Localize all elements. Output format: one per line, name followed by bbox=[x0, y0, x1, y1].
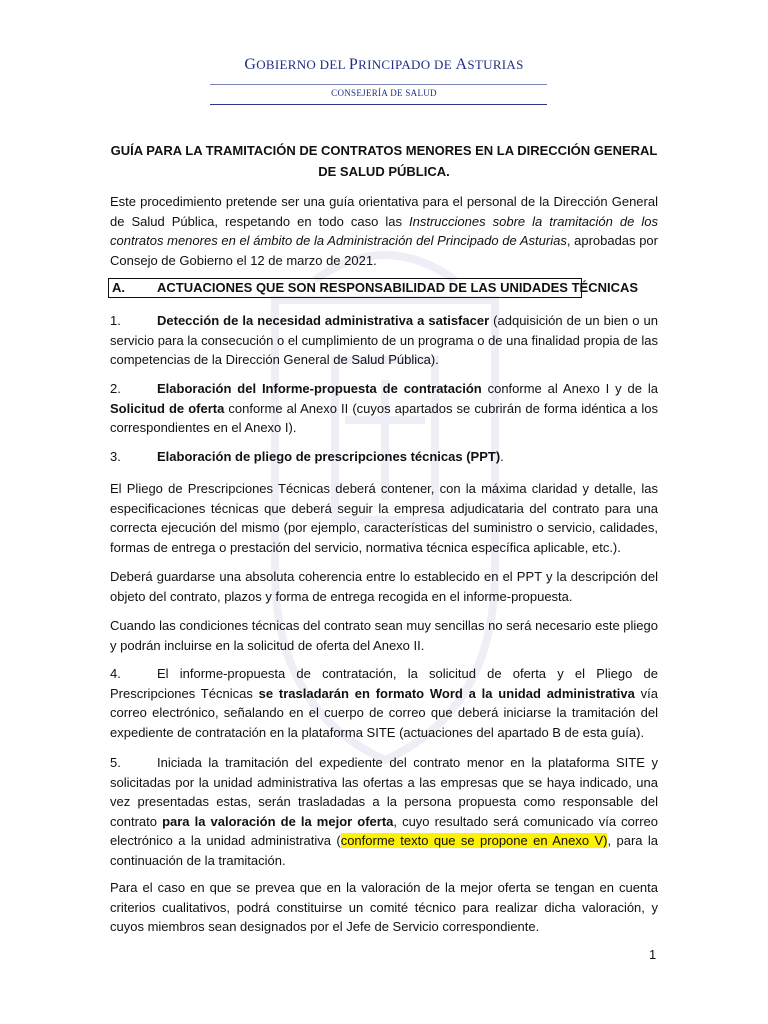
intro-text-1: Este procedimiento pretende ser una guía orientativa para el personal de la Dirección General de Salud Pública, respetando en todo caso las bbox=[110, 194, 658, 229]
item-5-number: 5. bbox=[110, 755, 121, 770]
intro-text-2: , aprobadas por Consejo de Gobierno el 12 de marzo de 2021. bbox=[110, 233, 658, 268]
header-divider-top bbox=[210, 84, 547, 85]
item-5-highlight: conforme texto que se propone en Anexo V) bbox=[340, 833, 608, 849]
item-2 bbox=[110, 379, 658, 438]
item-2-bold-1: Elaboración del Informe-propuesta de contratación bbox=[157, 381, 482, 396]
item-2-number: 2. bbox=[110, 381, 121, 396]
item-3-bold: Elaboración de pliego de prescripciones técnicas (PPT) bbox=[157, 449, 501, 464]
ppt-paragraph-2: Deberá guardarse una absoluta coherencia entre lo establecido en el PPT y la descripción del objeto del contrato, plazos y forma de entrega recogida en el informe-propuesta. bbox=[110, 569, 658, 604]
item-3-number: 3. bbox=[110, 449, 121, 464]
item-2-text-1: conforme al Anexo I y de la bbox=[481, 381, 658, 396]
item-1-bold: Detección de la necesidad administrativa a satisfacer bbox=[157, 313, 490, 328]
item-3 bbox=[110, 447, 658, 467]
intro-instructions-italic: Instrucciones sobre la tramitación de los contratos menores en el ámbito de la Administración del Principado de Asturias bbox=[110, 213, 658, 249]
item-2-text-2: conforme al Anexo II (cuyos apartados se cubrirán de forma idéntica a los correspondientes en el Anexo I). bbox=[110, 400, 658, 436]
item-4-number: 4. bbox=[110, 666, 121, 681]
header-department: CONSEJERÍA DE SALUD bbox=[331, 88, 437, 98]
item-1-text: (adquisición de un bien o un servicio para la consecución o el cumplimiento de un programa o de una finalidad propia de las competencias de la Dirección General de Salud Pública). bbox=[110, 313, 658, 368]
section-a-heading bbox=[108, 278, 639, 298]
item-4-text-1: El informe-propuesta de contratación, la solicitud de oferta y el Pliego de Prescripciones Técnicas bbox=[110, 666, 658, 701]
item-1-number: 1. bbox=[110, 313, 121, 328]
final-paragraph: Para el caso en que se prevea que en la valoración de la mejor oferta se tengan en cuenta criterios cualitativos, podrá constituirse un comité técnico para realizar dicha valoración, y cuyos miembros sean designados por el Jefe de Servicio correspondiente. bbox=[110, 880, 658, 935]
item-2-bold-2: Solicitud de oferta bbox=[110, 400, 225, 416]
item-3-text: . bbox=[500, 449, 504, 464]
item-4-bold: se trasladarán en formato Word a la unidad administrativa bbox=[258, 685, 635, 701]
item-4-text-2: vía correo electrónico, señalando en el cuerpo de correo que deberá iniciarse la tramitación del expediente de contratación en la plataforma SITE (actuaciones del apartado B de esta guía). bbox=[110, 685, 658, 740]
item-5-text-1: Iniciada la tramitación del expediente del contrato menor en la plataforma SITE y solicitadas por la unidad administrativa las ofertas a las empresas que se haya indicado, una vez presentadas estas, serán trasladadas a la persona propuesta como responsable del contrato bbox=[110, 755, 658, 829]
section-a-letter: A. bbox=[112, 280, 125, 295]
item-5-text-2: , cuyo resultado será comunicado vía correo electrónico a la unidad administrativa ( bbox=[110, 813, 658, 849]
header-org-title: GOBIERNO DEL PRINCIPADO DE ASTURIAS bbox=[244, 56, 524, 73]
page-number: 1 bbox=[649, 947, 657, 962]
item-5-bold: para la valoración de la mejor oferta bbox=[162, 813, 394, 829]
item-1 bbox=[110, 311, 658, 370]
header-divider-bottom bbox=[210, 104, 547, 105]
ppt-paragraph-1: El Pliego de Prescripciones Técnicas deberá contener, con la máxima claridad y detalle, las especificaciones técnicas que deberá seguir la empresa adjudicataria del contrato para una correcta ejecución del mismo (por ejemplo, características del suministro o servicio, calidades, formas de entrega o prestación del servicio, normativa técnica específica aplicable, etc.). bbox=[110, 481, 658, 555]
intro-paragraph bbox=[110, 192, 658, 270]
item-5 bbox=[110, 753, 658, 871]
section-a-label: ACTUACIONES QUE SON RESPONSABILIDAD DE LAS UNIDADES TÉCNICAS bbox=[157, 280, 639, 295]
ppt-paragraph-3: Cuando las condiciones técnicas del contrato sean muy sencillas no será necesario este pliego y podrán incluirse en la solicitud de oferta del Anexo II. bbox=[110, 618, 658, 653]
item-5-text-3: , para la continuación de la tramitación. bbox=[110, 833, 658, 868]
item-4 bbox=[110, 664, 658, 742]
document-title: GUÍA PARA LA TRAMITACIÓN DE CONTRATOS MENORES EN LA DIRECCIÓN GENERAL DE SALUD PÚBLICA. bbox=[110, 143, 658, 179]
